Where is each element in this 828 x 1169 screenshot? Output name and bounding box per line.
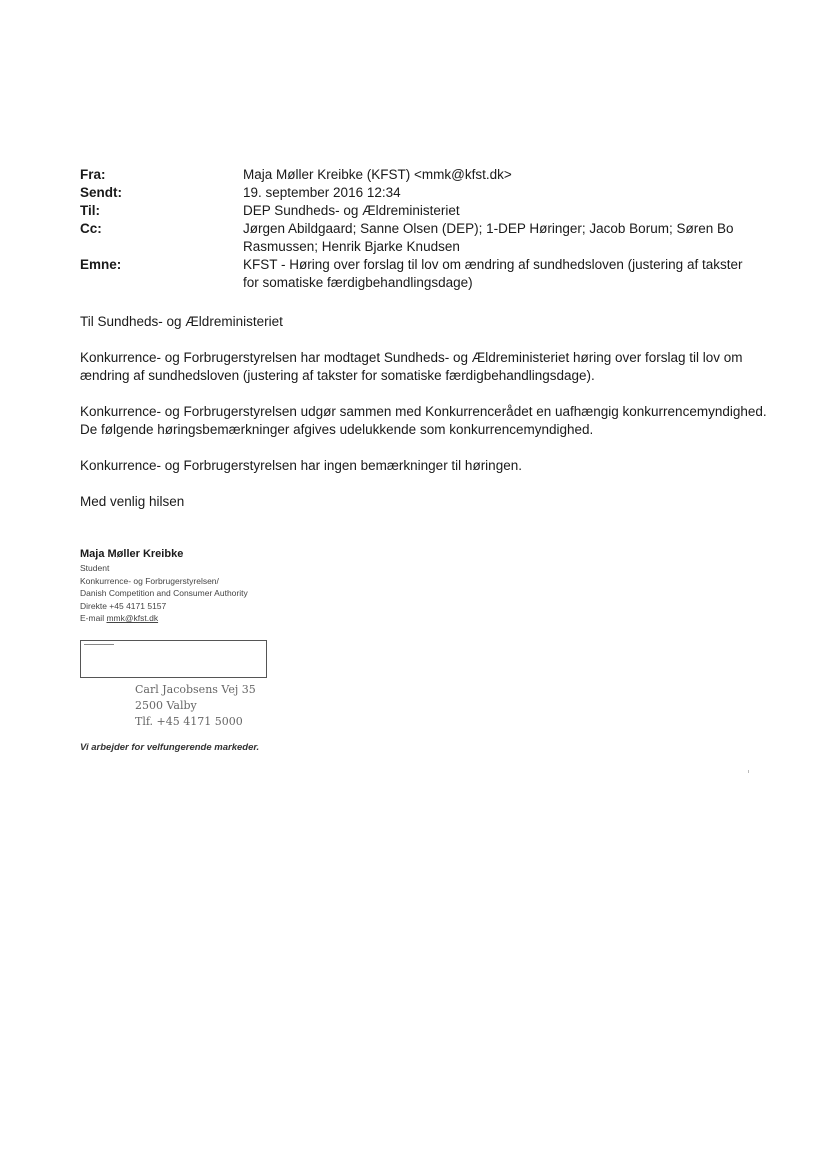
signature-name: Maja Møller Kreibke xyxy=(80,548,184,560)
header-row-to xyxy=(80,202,760,220)
to-label: Til: xyxy=(80,203,100,218)
slogan: Vi arbejder for velfungerende markeder. xyxy=(80,742,260,753)
cc-value: Jørgen Abildgaard; Sanne Olsen (DEP); 1-DEP Høringer; Jacob Borum; Søren Bo Rasmussen; Henrik Bjarke Knudsen xyxy=(243,221,734,254)
scan-speck xyxy=(748,770,749,773)
header-row-sent xyxy=(80,184,760,202)
address-phone: Tlf. +45 4171 5000 xyxy=(135,715,243,728)
signature-direct-phone: Direkte +45 4171 5157 xyxy=(80,600,167,611)
body-paragraph-1: Konkurrence- og Forbrugerstyrelsen har modtaget Sundheds- og Ældreministeriet høring over forslag til lov om ændring af sundhedsloven (justering af takster for somatiske færdigbehandlingsdage). xyxy=(80,350,743,383)
signature-title: Student xyxy=(80,563,110,573)
greeting: Til Sundheds- og Ældreministeriet xyxy=(80,314,283,329)
subject-value: KFST - Høring over forslag til lov om ændring af sundhedsloven (justering af takster for somatiske færdigbehandlingsdage) xyxy=(243,257,743,290)
signature-org-da: Konkurrence- og Forbrugerstyrelsen/ xyxy=(80,575,219,586)
signature-email-label: E-mail xyxy=(80,613,105,623)
cc-label: Cc: xyxy=(80,221,102,236)
sent-label: Sendt: xyxy=(80,185,122,200)
address-city: 2500 Valby xyxy=(135,699,197,712)
signature-email-link[interactable]: mmk@kfst.dk xyxy=(106,613,159,623)
sent-value: 19. september 2016 12:34 xyxy=(243,185,401,200)
address-street: Carl Jacobsens Vej 35 xyxy=(135,683,256,696)
logo-box-mark xyxy=(84,644,114,645)
header-row-cc xyxy=(80,220,760,256)
logo-placeholder-box xyxy=(80,640,267,678)
body-paragraph-2: Konkurrence- og Forbrugerstyrelsen udgør sammen med Konkurrencerådet en uafhængig konkurrencemyndighed. De følgende høringsbemærkninger afgives udelukkende som konkurrencemyndighed. xyxy=(80,404,767,437)
subject-label: Emne: xyxy=(80,257,122,272)
signature-block xyxy=(80,547,340,625)
header-row-subject xyxy=(80,256,760,292)
signature-email-row xyxy=(80,612,340,625)
from-value: Maja Møller Kreibke (KFST) <mmk@kfst.dk> xyxy=(243,167,512,182)
email-body xyxy=(80,313,770,529)
from-label: Fra: xyxy=(80,167,106,182)
body-paragraph-3: Konkurrence- og Forbrugerstyrelsen har ingen bemærkninger til høringen. xyxy=(80,458,522,473)
header-row-from xyxy=(80,166,760,184)
address-block xyxy=(135,682,256,730)
to-value: DEP Sundheds- og Ældreministeriet xyxy=(243,203,460,218)
signature-org-en: Danish Competition and Consumer Authority xyxy=(80,588,248,598)
closing: Med venlig hilsen xyxy=(80,494,185,509)
email-header xyxy=(80,166,760,292)
